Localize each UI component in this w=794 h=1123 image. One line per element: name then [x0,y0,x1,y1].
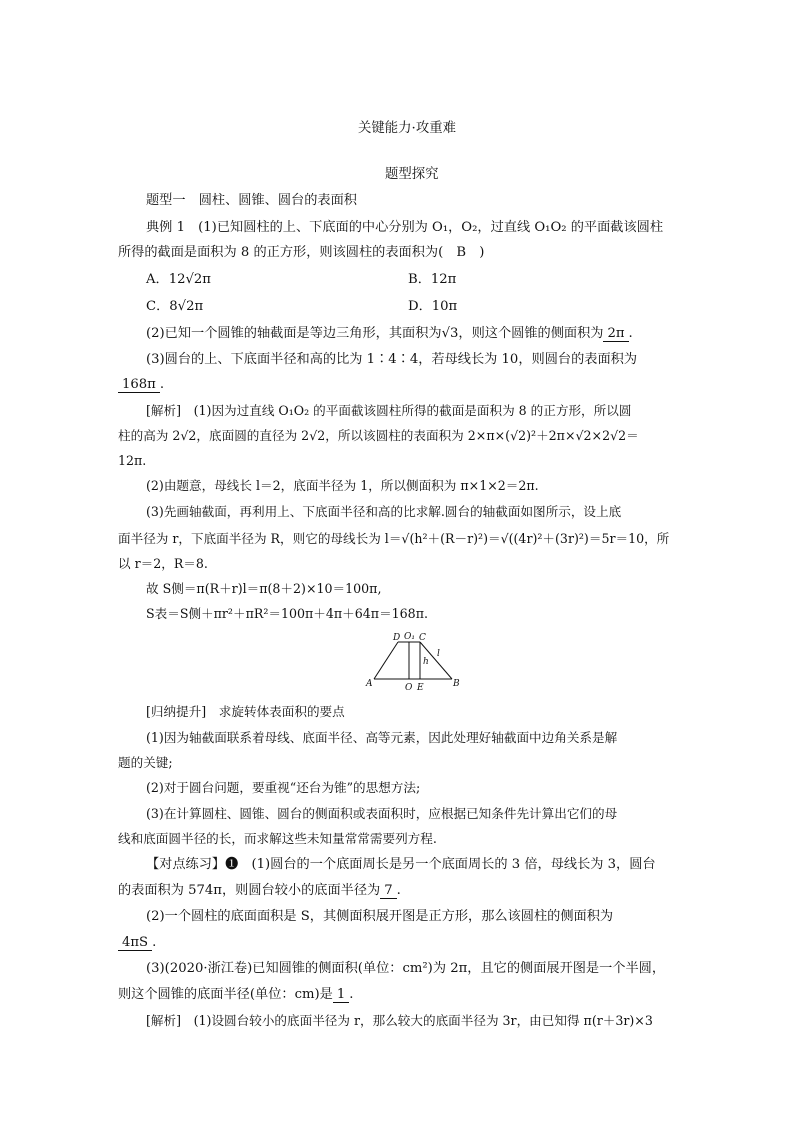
analysis-line1: [解析] (1)因为过直线 O₁O₂ 的平面截该圆柱所得的截面是面积为 8 的正方形，所以圆 [146,403,632,418]
analysis-line4: (2)由题意，母线长 l＝2，底面半径为 1，所以侧面积为 π×1×2＝2π. [146,478,539,493]
label-c: C [419,633,426,643]
label-h: h [423,657,429,667]
practice-p3-line1: (3)(2020·浙江卷)已知圆锥的侧面积(单位：cm²)为 2π，且它的侧面展开图是一个半圆， [146,961,666,976]
option-c: C．8√2π [146,299,204,314]
example-q3-line2 [118,376,164,394]
figure-lines [374,642,452,679]
practice-p2-line1: (2)一个圆柱的底面面积是 S，其侧面积展开图是正方形，那么该圆柱的侧面积为 [146,909,614,924]
q2-text: (2)已知一个圆锥的轴截面是等边三角形，其面积为√3，则这个圆锥的侧面积为 [146,326,604,341]
example-q1-line1: 典例 1 (1)已知圆柱的上、下底面的中心分别为 O₁，O₂，过直线 O₁O₂ 的平面截该圆柱 [146,220,664,235]
page-heading: 关键能力·攻重难 [358,121,456,136]
example-q3-line1: (3)圆台的上、下底面半径和高的比为 1∶4∶4，若母线长为 10，则圆台的表面积为 [146,352,638,367]
analysis-line5: (3)先画轴截面，再利用上、下底面半径和高的比求解.圆台的轴截面如图所示，设上底 [146,504,622,519]
practice-p1-period: . [396,883,401,898]
example-q2 [146,325,633,343]
practice-p3-text: 则这个圆锥的底面半径(单位：cm)是 [118,987,333,1002]
label-o1: O₁ [404,632,415,642]
label-b: B [453,679,460,689]
summary-title: [归纳提升] 求旋转体表面积的要点 [146,704,345,719]
label-l: l [437,649,440,659]
label-o: O [405,683,413,692]
practice-p1-line1: 【对点练习】❶ (1)圆台的一个底面周长是另一个底面周长的 3 倍，母线长为 3，圆台 [146,857,656,872]
summary-p2: (2)对于圆台问题，要重视“还台为锥”的思想方法; [146,780,421,795]
practice-analysis-line1: [解析] (1)设圆台较小的底面半径为 r，那么较大的底面半径为 3r，由已知得 π(r＋3r)×3 [146,1013,653,1028]
summary-p3-line1: (3)在计算圆柱、圆锥、圆台的侧面积或表面积时，应根据已知条件先计算出它们的母 [146,806,618,821]
q3-period: . [159,377,165,392]
practice-p1-text: 的表面积为 574π，则圆台较小的底面半径为 [118,883,381,898]
example-q1-line2: 所得的截面是面积为 8 的正方形，则该圆柱的表面积为( B ) [118,245,485,260]
summary-p1-line1: (1)因为轴截面联系着母线、底面半径、高等元素，因此处理好轴截面中边角关系是解 [146,730,618,745]
summary-p1-line2: 题的关键; [118,755,173,770]
q2-period: . [628,326,633,341]
q2-answer: 2π [603,326,628,342]
analysis-line9: S表＝S侧＋πr²＋πR²＝100π＋4π＋64π＝168π. [146,606,428,621]
practice-p3-answer: 1 [333,987,349,1003]
label-d: D [393,633,401,643]
analysis-line8: 故 S侧＝π(R＋r)l＝π(8＋2)×10＝100π, [146,581,382,596]
analysis-line6: 面半径为 r，下底面半径为 R，则它的母线长为 l＝√(h²＋(R－r)²)＝√((4r)²＋(3r)²)＝5r＝10，所 [118,531,670,546]
analysis-line2: 柱的高为 2√2，底面圆的直径为 2√2，所以该圆柱的表面积为 2×π×(√2)²＋2π×√2×2√2＝ [118,428,639,443]
label-a: A [366,679,373,689]
type1-title: 题型一 圆柱、圆锥、圆台的表面积 [146,193,357,208]
practice-p2-period: . [152,935,157,950]
option-b: B．12π [408,272,457,287]
frustum-cross-section-figure [360,630,464,692]
q3-answer: 168π [118,377,160,393]
analysis-line3: 12π. [118,453,147,468]
practice-p1-answer: 7 [380,883,396,899]
section-subheading: 题型探究 [385,167,439,182]
option-a: A．12√2π [146,272,211,287]
practice-p2-line2 [118,934,156,952]
left-slant-line [374,642,398,679]
practice-p2-answer: 4πS [118,935,152,951]
summary-p3-line2: 线和底面圆半径的长，而求解这些未知量常常需要列方程. [118,831,437,846]
practice-p1-line2 [118,882,401,900]
analysis-line7: 以 r＝2，R＝8. [118,556,208,571]
option-d: D．10π [408,299,458,314]
practice-p3-line2 [118,986,353,1004]
label-e: E [417,683,424,692]
practice-p3-period: . [349,987,354,1002]
